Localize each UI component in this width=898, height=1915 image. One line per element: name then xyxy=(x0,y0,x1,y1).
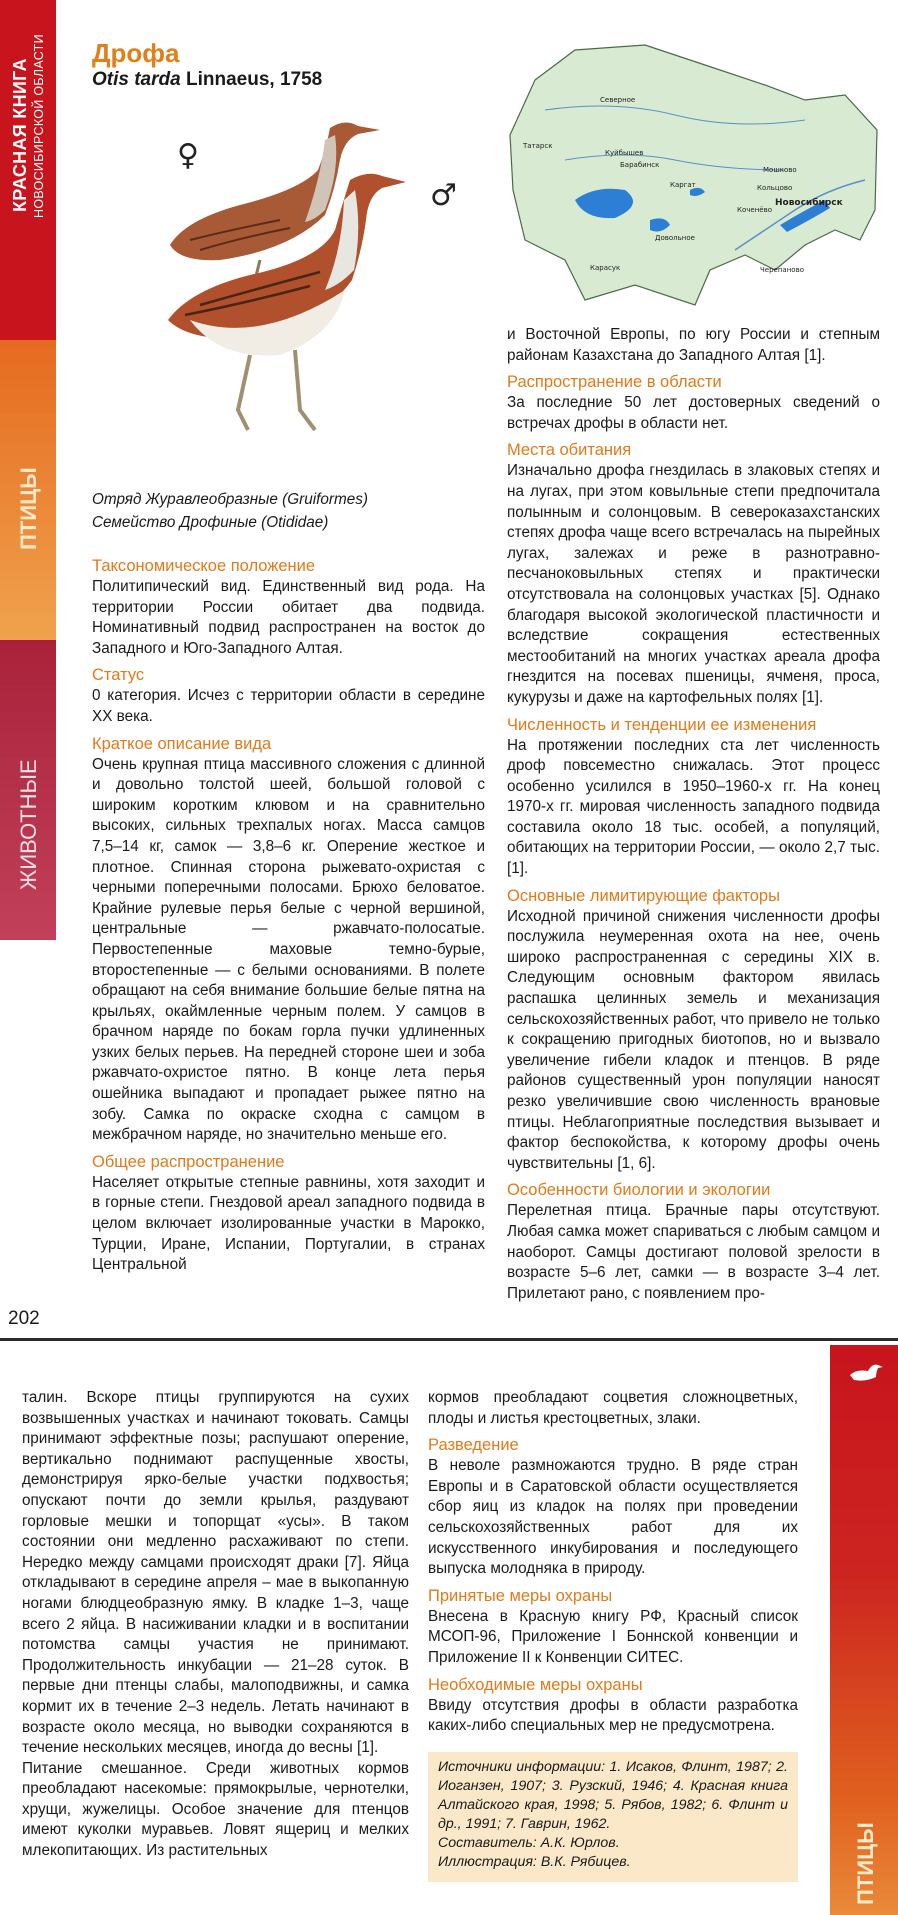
page-divider xyxy=(0,1338,898,1341)
section-paragraph: Исходной причиной снижения численности дрофы послужила неумеренная охота на нее, очень широко распространенная с середины XIX в. Следующим основным фактором явилась распашка целинных земель и механизация сельскохозяйственных работ, что привело не только к сокращению пригодных биотопов, но и вызвало увеличение гибели кладок и птенцов. В ряде районов существенный урон популяции наносят резко увеличившие свою численность врановые птицы. Неблагоприятные последствия вызывает и фактор беспокойства, к которому дрофы очень чувствительны [1, 6]. xyxy=(507,907,880,1172)
section-paragraph: За последние 50 лет достоверных сведений о встречах дрофы в области нет. xyxy=(507,394,880,432)
section-heading: Численность и тенденции ее изменения xyxy=(507,715,817,734)
continued-paragraph: и Восточной Европы, по югу России и степным районам Казахстана до Западного Алтая [1]. xyxy=(507,326,880,364)
species-title: Дрофа xyxy=(92,38,180,68)
section-heading: Общее распространение xyxy=(92,1152,285,1171)
section-label-animals: ЖИВОТНЫЕ xyxy=(16,759,41,890)
section-heading: Основные лимитирующие факторы xyxy=(507,886,780,905)
section-heading: Особенности биологии и экологии xyxy=(507,1181,771,1200)
section-heading: Распространение в области xyxy=(507,373,722,392)
map-label: Мошково xyxy=(763,166,797,174)
bustard-illustration xyxy=(130,110,460,480)
bottom-right-column xyxy=(428,1388,798,1737)
map-label: Довольное xyxy=(655,234,695,242)
map-label: Новосибирск xyxy=(775,198,843,208)
section-heading: Принятые меры охраны xyxy=(428,1586,613,1605)
section-paragraph: Очень крупная птица массивного сложения с длинной и довольно толстой шеей, большой головой с широким коротким клювом и на сравнительно высоких, сильных трехпалых ногах. Масса самцов 7,5–14 кг, самок — 3,8–6 кг. Оперение жесткое и плотное. Спинная сторона рыжевато-охристая с черными поперечными полосами. Брюхо беловатое. Крайние рулевые перья белые с черной вершиной, центральные — ржавчато-полосатые. Первостепенные маховые темно-бурые, второстепенные — с белыми основаниями. В полете обращают на себя внимание большие белые пятна на крыльях, окаймленные черным полем. У самцов в брачном наряде по бокам горла пучки удлиненных узких белых перьев. На передней стороне шеи и зоба ржавчато-охристое пятно. В конце лета перья ошейника выпадают и пропадает рыжее пятно на зобу. Самка по окраске сходна с самцом в межбрачном наряде, но значительно меньше его. xyxy=(92,755,485,1144)
map-label: Татарск xyxy=(523,142,553,150)
female-symbol: ♀ xyxy=(177,138,199,173)
section-paragraph: Ввиду отсутствия дрофы в области разработка каких-либо специальных мер не предусмотрена. xyxy=(428,1696,798,1735)
section-paragraph: Политипический вид. Единственный вид рода. На территории России обитает два подвида. Номинативный подвид распространен на восток до Западного и Юго-Западного Алтая. xyxy=(92,578,485,657)
top-left-column xyxy=(92,550,485,1276)
section-heading: Места обитания xyxy=(507,441,632,460)
section-heading: Статус xyxy=(92,666,145,685)
latin-binomial: Otis tarda xyxy=(92,69,181,90)
illustrator-text: Иллюстрация: В.К. Рябицев. xyxy=(438,1854,631,1870)
book-title: КРАСНАЯ КНИГА xyxy=(10,58,30,212)
male-symbol: ♂ xyxy=(430,178,457,213)
page-number: 202 xyxy=(8,1308,40,1329)
top-right-column xyxy=(507,325,880,1304)
biology-continued: талин. Вскоре птицы группируются на сухих возвышенных участках и начинают токовать. Самцы принимают эффектные позы; распушают оперение, вертикально поднимают распущенные хвосты, демонстрируя ярко-белые участки подхвостья; опускают почти до земли крылья, раздувают горловые мешки и топорщат «усы». В таком состоянии они медленно расхаживают по степи. Нередко между самцами происходят драки [7]. Яйца откладывают в середине апреля – мае в выкопанную ногами блюдцеобразную ямку. В кладке 1–3, чаще всего 2 яйца. В насиживании кладки и в воспитании потомства самцы участия не принимают. Продолжительность инкубации — 21–28 суток. В первые дни птенцы слабы, малоподвижны, и самка кормит их в течение 2–3 недель. Летать начинают в возрасте около месяца, но выводки сохраняются в течение нескольких месяцев, иногда до весны [1]. xyxy=(22,1389,409,1757)
map-label: Барабинск xyxy=(620,161,660,169)
book-subtitle: НОВОСИБИРСКОЙ ОБЛАСТИ xyxy=(32,34,46,218)
species-latin-name xyxy=(92,69,322,91)
bottom-left-column xyxy=(22,1388,409,1862)
latin-author: Linnaeus, 1758 xyxy=(180,69,323,90)
taxonomy-block xyxy=(92,488,482,534)
species-header xyxy=(92,38,322,91)
map-label: Куйбышев xyxy=(605,149,644,157)
section-label-birds-bottom: ПТИЦЫ xyxy=(853,1822,878,1905)
section-label-birds: ПТИЦЫ xyxy=(16,467,41,550)
section-paragraph: Внесена в Красную книгу РФ, Красный список МСОП-96, Приложение I Боннской конвенции и Приложение II к Конвенции СИТЕС. xyxy=(428,1607,798,1666)
section-heading: Таксономическое положение xyxy=(92,557,316,575)
sources-text: Источники информации: 1. Исаков, Флинт, 1987; 2. Иоганзен, 1907; 3. Рузский, 1946; 4. Красная книга Алтайского края, 1998; 5. Рябов, 1982; 6. Флинт и др., 1991; 7. Гаврин, 1962. xyxy=(438,1759,788,1832)
distribution-map xyxy=(505,40,880,310)
map-label: Северное xyxy=(600,96,636,104)
sources-box xyxy=(428,1752,798,1882)
map-label: Черепаново xyxy=(760,266,804,274)
compiler-text: Составитель: А.К. Юрлов. xyxy=(438,1835,620,1851)
feeding-continued: кормов преобладают соцветия сложноцветных, плоды и листья крестоцветных, злаки. xyxy=(428,1389,798,1427)
feeding-paragraph: Питание смешанное. Среди животных кормов преобладают насекомые: прямокрылые, чернотелки, хрущи, жужелицы. Особое значение для птенцов имеют куколки муравьев. Ловят ящериц и мелких млекопитающих. Из растительных xyxy=(22,1759,409,1860)
section-paragraph: Перелетная птица. Брачные пары отсутствуют. Любая самка может спариваться с любым самцом и наоборот. Самцы достигают половой зрелости в возрасте 5–6 лет, самки — в возрасте 3–4 лет. Прилетают рано, с появлением про- xyxy=(507,1202,880,1302)
section-paragraph: На протяжении последних ста лет численность дроф повсеместно снижалась. Этот процесс особенно усилился в 1950–1960-х гг. На конец 1970-х гг. мировая численность западного подвида составила около 18 тыс. особей, а популяций, обитающих на территории России, — около 2,7 тыс. [1]. xyxy=(507,736,880,878)
map-label: Каргат xyxy=(670,181,696,189)
section-paragraph: Населяет открытые степные равнины, хотя заходит и в горные степи. Гнездовой ареал западного подвида в целом включает изолированные участки в Марокко, Турции, Иране, Испании, Португалии, в странах Центральной xyxy=(92,1173,485,1274)
section-heading: Краткое описание вида xyxy=(92,734,272,753)
section-paragraph: В неволе размножаются трудно. В ряде стран Европы и в Саратовской области осуществляется сбор яиц из кладок на полях при проведении сельскохозяйственных работ для их искусственного инкубирования и последующего выпуска молодняка в природу. xyxy=(428,1457,798,1578)
section-paragraph: Изначально дрофа гнездилась в злаковых степях и на лугах, при этом ковыльные степи предпочитала полынным и солонцовым. В североказахстанских степях дрофа чаще всего встречалась на пырейных лугах, залежах и реже в разнотравно-песчаноковыльных степях и практически отсутствовала на солонцовых участках [5]. Однако благодаря высокой экологической пластичности и вследствие сокращения естественных местообитаний на многих участках ареала дрофа гнездится на посевах пшеницы, ячменя, проса, кукурузы и даже на картофельных полях [1]. xyxy=(507,462,880,706)
region-outline xyxy=(510,45,877,305)
bird-logo-icon xyxy=(846,1355,886,1385)
section-heading: Разведение xyxy=(428,1436,519,1455)
map-label: Карасук xyxy=(590,264,621,272)
map-label: Кольцово xyxy=(757,184,793,192)
section-paragraph: 0 категория. Исчез с территории области в середине XX века. xyxy=(92,687,485,725)
section-heading: Необходимые меры охраны xyxy=(428,1675,643,1694)
map-label: Коченёво xyxy=(737,206,772,214)
family-line: Семейство Дрофиные (Otididae) xyxy=(92,514,329,531)
order-line: Отряд Журавлеобразные (Gruiformes) xyxy=(92,491,368,508)
